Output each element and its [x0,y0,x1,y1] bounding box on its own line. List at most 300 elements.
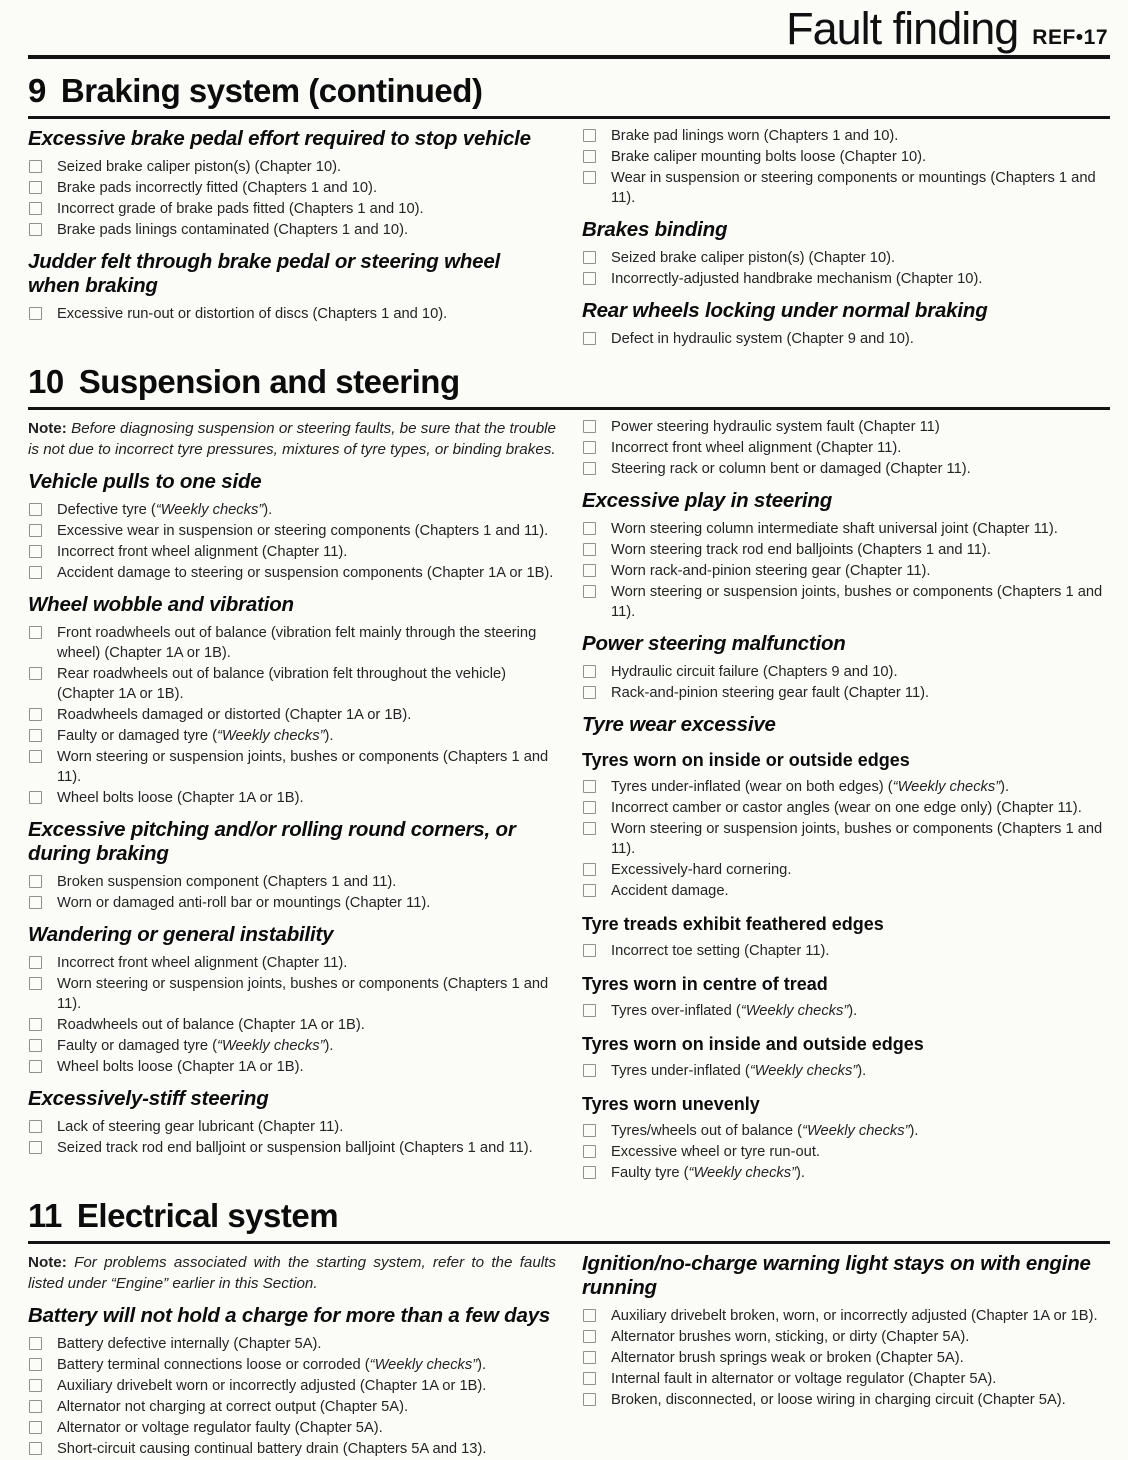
text-run: Wear in suspension or steering components or mountings (Chapters 1 and 11). [611,170,1096,206]
text-run: Worn steering column intermediate shaft universal joint (Chapter 11). [611,521,1058,537]
text-run: Brake caliper mounting bolts loose (Chapter 10). [611,149,927,165]
text-run: Excessively-stiff steering [28,1087,269,1110]
text-run: ). [477,1357,487,1373]
note-label: Note: [28,420,67,437]
checklist-item [28,623,556,663]
fault-heading [582,1252,1110,1300]
checklist-item [28,304,556,324]
checklist-item [28,500,556,520]
text-run: Worn steering or suspension joints, bushes or components (Chapters 1 and 11). [611,584,1103,620]
text-run: Judder felt through brake pedal or steering wheel when braking [28,250,501,297]
checkbox-icon [29,566,42,579]
checklist-item [582,540,1110,560]
text-run: For problems associated with the starting system, refer to the faults listed under “Engine” earlier in this Section. [28,1254,556,1292]
checklist-item [582,329,1110,349]
text-run: Alternator brushes worn, sticking, or dirty (Chapter 5A). [611,1329,970,1345]
checklist-item [28,1138,556,1158]
text-run: Incorrect grade of brake pads fitted (Chapters 1 and 10). [57,201,424,217]
text-run: Battery defective internally (Chapter 5A). [57,1336,322,1352]
checkbox-icon [29,202,42,215]
checklist-item [28,1334,556,1354]
text-run: Front roadwheels out of balance (vibration felt mainly through the steering wheel) (Chapter 1A or 1B). [57,625,537,661]
checklist-item-text [611,941,830,961]
text-run: Faulty tyre ( [611,1165,689,1181]
text-run: ). [1000,779,1010,795]
text-run: Excessive run-out or distortion of discs (Chapters 1 and 10). [57,306,448,322]
text-run: Accident damage. [611,883,729,899]
text-run: Alternator not charging at correct output (Chapter 5A). [57,1399,409,1415]
checklist-item [28,664,556,704]
text-run: Ignition/no-charge warning light stays on with engine running [582,1252,1091,1299]
checkbox-icon [583,1166,596,1179]
checklist-item-text [611,860,791,880]
checkbox-icon [29,1358,42,1371]
checkbox-icon [29,1018,42,1031]
section-columns [28,410,1110,1184]
checklist-item-text [57,623,556,663]
checklist-item [582,819,1110,859]
checkbox-icon [29,1141,42,1154]
checklist-item-text [611,1390,1066,1410]
checklist-item [28,893,556,913]
checklist-item-text [611,561,930,581]
checklist-item-text [611,147,926,167]
fault-heading [582,713,1110,737]
text-run: Alternator or voltage regulator faulty (Chapter 5A). [57,1420,383,1436]
italic-text: “Weekly checks” [217,728,325,744]
checkbox-icon [29,626,42,639]
checklist-item [28,563,556,583]
left-column [28,1251,556,1460]
text-run: Worn steering or suspension joints, bushes or components (Chapters 1 and 11). [611,821,1103,857]
checklist-item [28,1397,556,1417]
checklist-item-text [57,157,341,177]
checklist-item [28,1057,556,1077]
checklist-item-text [611,540,991,560]
text-run: Incorrect toe setting (Chapter 11). [611,943,830,959]
fault-subheading [582,1033,1110,1055]
italic-text: “Weekly checks” [892,779,1001,795]
checkbox-icon [29,307,42,320]
checklist-item-text [611,519,1058,539]
checklist-item-text [57,893,430,913]
checkbox-icon [29,1379,42,1392]
text-run: Incorrect front wheel alignment (Chapter 11). [57,544,348,560]
text-run: Battery terminal connections loose or corroded ( [57,1357,370,1373]
checkbox-icon [29,896,42,909]
checklist-item [582,519,1110,539]
checklist-item [28,521,556,541]
section-columns [28,1244,1110,1460]
checklist-item [582,1163,1110,1183]
text-run: Tyre treads exhibit feathered edges [582,914,884,934]
checklist-item [28,1376,556,1396]
checklist-item [28,726,556,746]
fault-heading [28,470,556,494]
checklist-item [28,1015,556,1035]
text-run: Wheel bolts loose (Chapter 1A or 1B). [57,1059,304,1075]
checklist-item [582,1142,1110,1162]
fault-heading [28,923,556,947]
text-run: Incorrect front wheel alignment (Chapter 11). [57,955,348,971]
checklist-item [28,157,556,177]
text-run: Rack-and-pinion steering gear fault (Chapter 11). [611,685,930,701]
text-run: ). [324,1038,334,1054]
checklist-item-text [611,248,895,268]
checkbox-icon [583,1393,596,1406]
checkbox-icon [583,1004,596,1017]
checkbox-icon [583,1330,596,1343]
checklist-item-text [611,798,1082,818]
checklist-item [28,542,556,562]
sections-container [28,59,1110,1460]
checkbox-icon [583,543,596,556]
italic-text: “Weekly checks” [740,1003,849,1019]
checklist-item-text [57,1015,365,1035]
checklist-item [28,199,556,219]
checkbox-icon [29,1120,42,1133]
checkbox-icon [29,667,42,680]
section-name: Suspension and steering [78,363,460,400]
fault-heading [582,299,1110,323]
checklist-item-text [57,500,272,520]
checklist-item-text [57,788,304,808]
checklist-item [582,662,1110,682]
text-run: Defective tyre ( [57,502,156,518]
italic-text: “Weekly checks” [688,1165,797,1181]
checklist-item-text [57,1036,333,1056]
checklist-item [582,777,1110,797]
checklist-item-text [57,747,556,787]
text-run: ). [848,1003,858,1019]
checklist-item-text [57,1355,486,1375]
checkbox-icon [29,1039,42,1052]
text-run: Before diagnosing suspension or steering faults, be sure that the trouble is not due to incorrect tyre pressures, mixtures of tyre types, or binding brakes. [28,420,556,458]
checklist-item [28,705,556,725]
checkbox-icon [583,585,596,598]
checkbox-icon [583,822,596,835]
section-columns [28,119,1110,350]
checkbox-icon [583,1064,596,1077]
checkbox-icon [583,665,596,678]
text-run: Steering rack or column bent or damaged (Chapter 11). [611,461,971,477]
checklist-item [28,1117,556,1137]
checklist-item [582,269,1110,289]
checklist-item-text [611,1327,969,1347]
checklist-item [582,459,1110,479]
text-run: Broken, disconnected, or loose wiring in charging circuit (Chapter 5A). [611,1392,1066,1408]
checklist-item-text [57,872,396,892]
checkbox-icon [583,150,596,163]
checklist-item-text [611,417,940,437]
checklist-item [582,1348,1110,1368]
text-run: ). [857,1063,867,1079]
checklist-item-text [611,1348,964,1368]
note-label: Note: [28,1254,67,1271]
text-run: Brake pad linings worn (Chapters 1 and 10). [611,128,899,144]
text-run: ). [796,1165,805,1181]
text-run: Auxiliary drivebelt worn or incorrectly adjusted (Chapter 1A or 1B). [57,1378,487,1394]
right-column [582,1251,1110,1460]
text-run: ). [263,502,273,518]
text-run: Excessive play in steering [582,489,833,512]
checkbox-icon [583,332,596,345]
fault-heading [582,632,1110,656]
checkbox-icon [29,160,42,173]
text-run: Rear roadwheels out of balance (vibration felt throughout the vehicle) (Chapter 1A or 1B). [57,666,507,702]
text-run: Excessively-hard cornering. [611,862,792,878]
checklist-item-text [611,1142,820,1162]
text-run: Worn or damaged anti-roll bar or mountings (Chapter 11). [57,895,431,911]
text-run: Incorrect camber or castor angles (wear on one edge only) (Chapter 11). [611,800,1082,816]
checkbox-icon [29,223,42,236]
checklist-item-text [611,269,982,289]
checklist-item-text [611,459,971,479]
checklist-item-text [611,438,901,458]
text-run: Wandering or general instability [28,923,334,946]
fault-heading [28,1087,556,1111]
fault-section [28,1184,1110,1460]
checklist-item [28,974,556,1014]
page-reference: REF•17 [1032,26,1108,49]
checklist-item-text [611,1001,857,1021]
checklist-item [28,1036,556,1056]
checklist-item-text [611,777,1009,797]
text-run: Worn steering or suspension joints, bushes or components (Chapters 1 and 11). [57,976,549,1012]
checklist-item-text [611,1121,919,1141]
checkbox-icon [583,522,596,535]
checklist-item-text [611,1369,996,1389]
checklist-item [582,881,1110,901]
checkbox-icon [583,441,596,454]
italic-text: “Weekly checks” [802,1123,910,1139]
checklist-item [28,220,556,240]
checkbox-icon [583,801,596,814]
text-run: Defect in hydraulic system (Chapter 9 and 10). [611,331,914,347]
fault-heading [28,250,556,298]
text-run: Tyres worn in centre of tread [582,974,828,994]
page-header [28,3,1110,54]
checkbox-icon [583,1372,596,1385]
text-run: Internal fault in alternator or voltage regulator (Chapter 5A). [611,1371,997,1387]
checklist-item-text [57,304,447,324]
checkbox-icon [583,272,596,285]
text-run: Rear wheels locking under normal braking [582,299,988,322]
text-run: Tyres worn on inside or outside edges [582,750,910,770]
checkbox-icon [583,1124,596,1137]
checkbox-icon [583,129,596,142]
checkbox-icon [29,503,42,516]
checkbox-icon [583,863,596,876]
checklist-item-text [611,168,1110,208]
text-run: Worn steering or suspension joints, bushes or components (Chapters 1 and 11). [57,749,549,785]
text-run: Worn steering track rod end balljoints (Chapters 1 and 11). [611,542,991,558]
text-run: Worn rack-and-pinion steering gear (Chapter 11). [611,563,931,579]
checkbox-icon [29,1400,42,1413]
checklist-item-text [57,1057,304,1077]
italic-text: “Weekly checks” [155,502,264,518]
text-run: Auxiliary drivebelt broken, worn, or incorrectly adjusted (Chapter 1A or 1B). [611,1308,1098,1324]
checklist-item-text [611,881,729,901]
text-run: Seized brake caliper piston(s) (Chapter 10). [611,250,896,266]
checklist-item [582,561,1110,581]
italic-text: “Weekly checks” [217,1038,325,1054]
checklist-item-text [611,329,914,349]
right-column [582,126,1110,350]
checklist-item-text [611,1163,805,1183]
text-run: Tyres worn on inside and outside edges [582,1034,924,1054]
fault-subheading [582,749,1110,771]
text-run: Brake pads incorrectly fitted (Chapters 1 and 10). [57,180,378,196]
checkbox-icon [583,564,596,577]
text-run: Power steering malfunction [582,632,846,655]
text-run: Roadwheels out of balance (Chapter 1A or 1B). [57,1017,365,1033]
checklist-item-text [611,126,898,146]
checklist-item [28,747,556,787]
text-run: Tyres/wheels out of balance ( [611,1123,803,1139]
text-run: Tyres under-inflated (wear on both edges) ( [611,779,893,795]
checkbox-icon [583,1309,596,1322]
checklist-item-text [57,178,377,198]
text-run: Tyres under-inflated ( [611,1063,750,1079]
fault-subheading [582,1093,1110,1115]
section-number: 9 [28,72,46,109]
checklist-item [582,248,1110,268]
fault-heading [582,489,1110,513]
checklist-item-text [611,1061,866,1081]
checkbox-icon [29,1421,42,1434]
text-run: Battery will not hold a charge for more than a few days [28,1304,551,1327]
checkbox-icon [29,524,42,537]
checklist-item [582,860,1110,880]
section-title [28,350,1110,407]
section-name: Braking system (continued) [60,72,483,109]
checklist-item-text [611,662,898,682]
checkbox-icon [29,1337,42,1350]
checkbox-icon [29,977,42,990]
fault-subheading [582,973,1110,995]
checklist-item-text [57,542,347,562]
checklist-item [582,1390,1110,1410]
text-run: Short-circuit causing continual battery drain (Chapters 5A and 13). [57,1441,487,1457]
checkbox-icon [29,181,42,194]
checklist-item [582,1306,1110,1326]
text-run: Seized track rod end balljoint or suspension balljoint (Chapters 1 and 11). [57,1140,533,1156]
text-run: Faulty or damaged tyre ( [57,728,217,744]
checkbox-icon [583,944,596,957]
checklist-item [582,1121,1110,1141]
text-run: Tyre wear excessive [582,713,776,736]
checklist-item-text [57,199,424,219]
checklist-item [28,1418,556,1438]
section-name: Electrical system [76,1197,339,1234]
checklist-item [28,788,556,808]
fault-heading [28,1304,556,1328]
checklist-item [582,438,1110,458]
checklist-item [582,126,1110,146]
checklist-item-text [611,683,929,703]
text-run: Incorrect front wheel alignment (Chapter 11). [611,440,902,456]
italic-text: “Weekly checks” [369,1357,478,1373]
section-title [28,1184,1110,1241]
checklist-item-text [57,563,553,583]
note [28,1252,556,1294]
checklist-item-text [57,726,333,746]
checkbox-icon [29,708,42,721]
left-column [28,417,556,1184]
fault-heading [582,218,1110,242]
italic-text: “Weekly checks” [749,1063,858,1079]
note-text [28,420,556,458]
text-run: Hydraulic circuit failure (Chapters 9 and 10). [611,664,898,680]
text-run: Accident damage to steering or suspension components (Chapter 1A or 1B). [57,565,554,581]
text-run: Wheel bolts loose (Chapter 1A or 1B). [57,790,304,806]
text-run: Alternator brush springs weak or broken (Chapter 5A). [611,1350,964,1366]
text-run: Excessive brake pedal effort required to stop vehicle [28,127,531,150]
page-title: Fault finding [786,3,1019,54]
checklist-item [582,147,1110,167]
text-run: Broken suspension component (Chapters 1 and 11). [57,874,397,890]
checklist-item [582,941,1110,961]
checkbox-icon [29,750,42,763]
checkbox-icon [29,956,42,969]
text-run: Vehicle pulls to one side [28,470,262,493]
checklist-item-text [57,521,548,541]
fault-section [28,59,1110,350]
checklist-item [582,582,1110,622]
section-title [28,59,1110,116]
checklist-item [582,168,1110,208]
checklist-item-text [611,819,1110,859]
checklist-item [582,798,1110,818]
fault-heading [28,818,556,866]
text-run: ). [909,1123,919,1139]
checklist-item-text [57,1138,533,1158]
text-run: Faulty or damaged tyre ( [57,1038,217,1054]
text-run: Excessive wear in suspension or steering components (Chapters 1 and 11). [57,523,549,539]
text-run: Excessive wheel or tyre run-out. [611,1144,820,1160]
checkbox-icon [29,1060,42,1073]
checkbox-icon [583,686,596,699]
note [28,418,556,460]
fault-subheading [582,913,1110,935]
text-run: Seized brake caliper piston(s) (Chapter 10). [57,159,342,175]
text-run: Excessive pitching and/or rolling round corners, or during braking [28,818,516,865]
checklist-item-text [57,1117,343,1137]
checkbox-icon [583,1145,596,1158]
text-run: Lack of steering gear lubricant (Chapter 11). [57,1119,344,1135]
text-run: Tyres worn unevenly [582,1094,760,1114]
checklist-item [28,1355,556,1375]
checkbox-icon [583,420,596,433]
note-text [28,1254,556,1292]
section-number: 11 [28,1197,62,1234]
checklist-item [582,417,1110,437]
checkbox-icon [583,884,596,897]
fault-heading [28,127,556,151]
checkbox-icon [583,1351,596,1364]
text-run: ). [324,728,334,744]
checklist-item [28,872,556,892]
checklist-item-text [57,1418,383,1438]
checklist-item-text [57,664,556,704]
checklist-item-text [57,974,556,1014]
text-run: Brake pads linings contaminated (Chapters 1 and 10). [57,222,409,238]
checklist-item-text [57,953,347,973]
checklist-item [28,1439,556,1459]
text-run: Incorrectly-adjusted handbrake mechanism (Chapter 10). [611,271,983,287]
checklist-item-text [57,705,411,725]
